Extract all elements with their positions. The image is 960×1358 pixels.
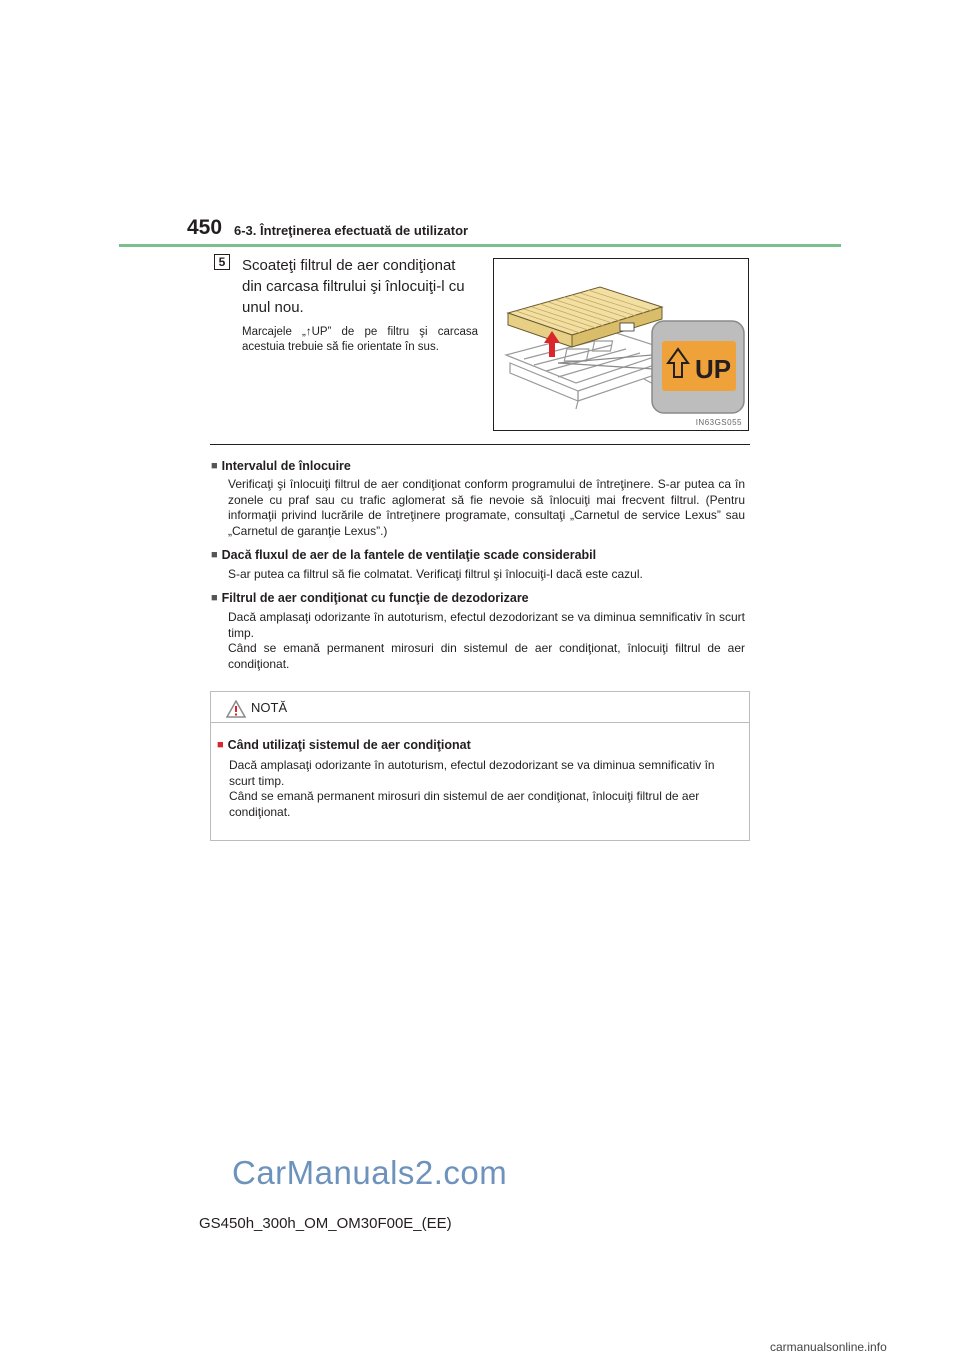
notice-box — [210, 691, 750, 841]
filter-element-icon — [508, 287, 662, 347]
header-divider — [119, 244, 841, 247]
section-title: 6-3. Întreţinerea efectuată de utilizator — [234, 223, 469, 238]
notice-body-2: Când se emană permanent mirosuri din sistemul de aer condiţionat, înlocuiţi filtrul de aer condiţionat. — [229, 789, 700, 819]
warning-triangle-icon — [226, 700, 246, 718]
step-instruction: Scoateţi filtrul de aer condiţionat din carcasa filtrului şi înlocuiţi-l cu unul nou. — [242, 257, 465, 316]
notice-label: NOTĂ — [251, 700, 288, 715]
info-heading-replacement-interval: ■ Intervalul de înlocuire — [211, 459, 351, 473]
info-body-airflow-drop: S-ar putea ca filtrul să fie colmatat. Verificaţi filtrul şi înlocuiţi-l dacă este cazul. — [228, 567, 643, 581]
notice-heading: ■ Când utilizaţi sistemul de aer condiţionat — [217, 738, 471, 752]
page-number: 450 — [187, 216, 223, 239]
square-bullet-icon: ■ — [217, 739, 224, 751]
manual-code: GS450h_300h_OM_OM30F00E_(EE) — [199, 1215, 452, 1232]
square-bullet-icon: ■ — [211, 460, 218, 472]
filter-illustration — [493, 258, 749, 431]
notice-header — [211, 692, 749, 723]
info-body-deodorizing-1: Dacă amplasaţi odorizante în autoturism, efectul dezodorizant se va diminua semnificativ în scurt timp. — [228, 610, 745, 640]
section-divider — [210, 444, 750, 445]
step-note: Marcajele „↑UP” de pe filtru şi carcasa acestuia trebuie să fie orientate în sus. — [242, 326, 478, 353]
square-bullet-icon: ■ — [211, 592, 218, 604]
up-label-callout — [652, 321, 744, 413]
figure-code: IN63GS055 — [695, 418, 742, 427]
notice-body-1: Dacă amplasaţi odorizante în autoturism, efectul dezodorizant se va diminua semnificativ în scurt timp. — [229, 758, 715, 788]
up-label-text: UP — [694, 354, 732, 384]
source-watermark: carmanualsonline.info — [770, 1340, 887, 1354]
info-heading-deodorizing-filter: ■ Filtrul de aer condiţionat cu funcţie de dezodorizare — [211, 591, 529, 605]
info-body-deodorizing-2: Când se emană permanent mirosuri din sistemul de aer condiţionat, înlocuiţi filtrul de aer condiţionat. — [228, 641, 745, 671]
info-heading-airflow-drop: ■ Dacă fluxul de aer de la fantele de ventilaţie scade considerabil — [211, 548, 597, 562]
info-body-replacement-interval: Verificaţi şi înlocuiţi filtrul de aer condiţionat conform programului de întreţinere. S-ar putea ca în zonele cu praf sau cu trafic aglomerat să fie nevoie să înlocuiţi mai frecvent filtrul. (Pentru informaţii privind lucrările de întreţinere programate, consultaţi „Carnetul de service Lexus” sau „Carnetul de garanţie Lexus”.) — [228, 477, 745, 538]
filter-replacement-drawing — [494, 259, 748, 430]
watermark: CarManuals2.com — [232, 1154, 508, 1191]
step-number-badge: 5 — [214, 254, 230, 270]
square-bullet-icon: ■ — [211, 549, 218, 561]
